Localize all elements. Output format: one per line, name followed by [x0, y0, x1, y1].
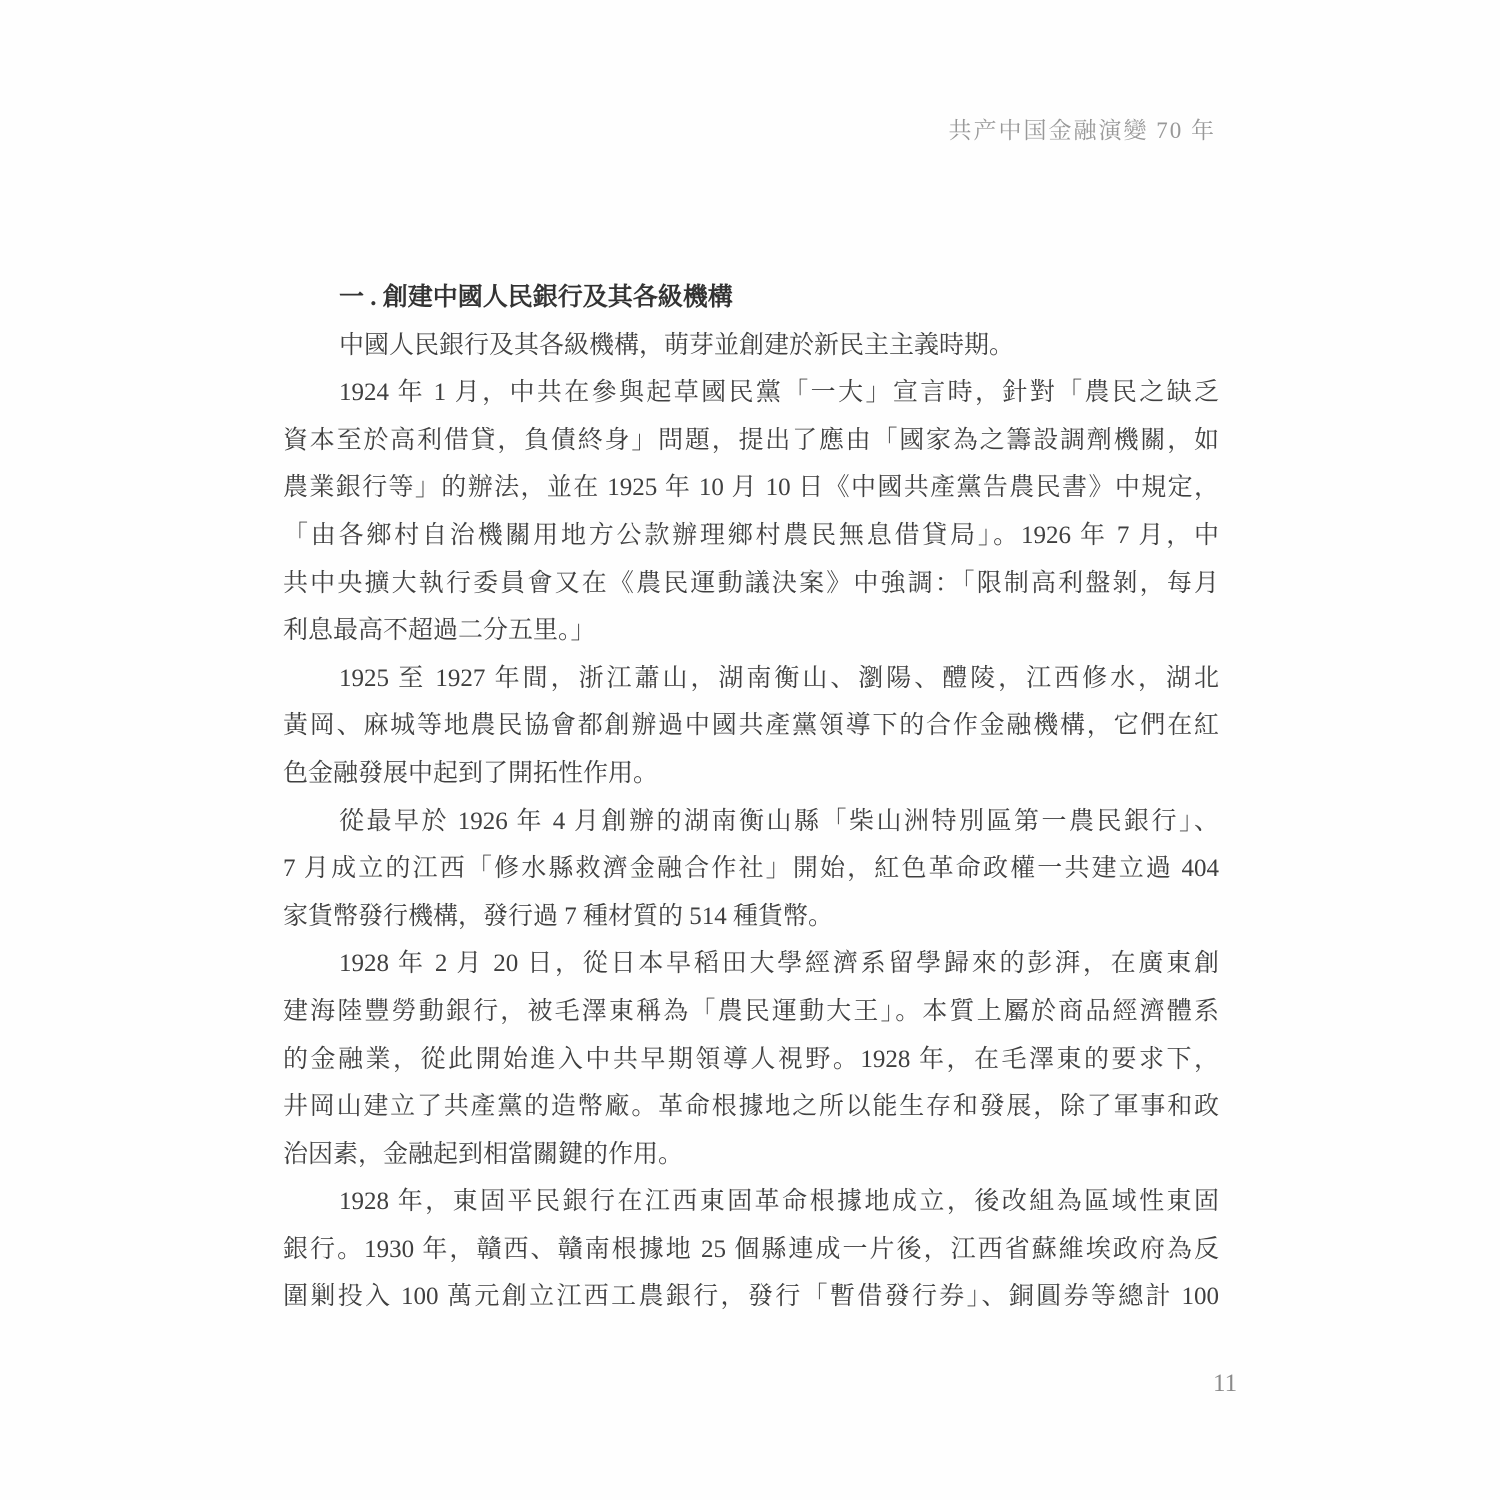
text-line: 共中央擴大執行委員會又在《農民運動議決案》中強調：「限制高利盤剝，每月	[283, 569, 1219, 597]
text-line: 治因素，金融起到相當關鍵的作用。	[283, 1140, 684, 1168]
text-line: 建海陸豐勞動銀行，被毛澤東稱為「農民運動大王」。本質上屬於商品經濟體系	[283, 997, 1219, 1025]
running-header: 共产中国金融演變 70 年	[948, 118, 1216, 143]
text-line: 資本至於高利借貸，負債終身」問題，提出了應由「國家為之籌設調劑機關，如	[283, 426, 1219, 454]
text-line: 1925 至 1927 年間，浙江蕭山，湖南衡山、瀏陽、醴陵，江西修水，湖北	[339, 664, 1219, 692]
text-line: 「由各鄉村自治機關用地方公款辦理鄉村農民無息借貸局」。1926 年 7 月，中	[283, 521, 1219, 549]
text-line: 1928 年 2 月 20 日，從日本早稻田大學經濟系留學歸來的彭湃，在廣東創	[339, 950, 1219, 978]
text-line: 圍剿投入 100 萬元創立江西工農銀行，發行「暫借發行券」、銅圓券等總計 100	[283, 1283, 1219, 1311]
text-line: 從最早於 1926 年 4 月創辦的湖南衡山縣「柴山洲特別區第一農民銀行」、	[339, 807, 1219, 835]
text-line: 1924 年 1 月，中共在參與起草國民黨「一大」宣言時，針對「農民之缺乏	[339, 379, 1219, 407]
text-line: 中國人民銀行及其各級機構，萌芽並創建於新民主主義時期。	[339, 331, 1015, 359]
page-number: 11	[1213, 1370, 1238, 1397]
text-line: 農業銀行等」的辦法，並在 1925 年 10 月 10 日《中國共產黨告農民書》中規定，	[283, 474, 1219, 502]
text-line: 黃岡、麻城等地農民協會都創辦過中國共產黨領導下的合作金融機構，它們在紅	[283, 712, 1219, 740]
text-line: 的金融業，從此開始進入中共早期領導人視野。1928 年，在毛澤東的要求下，	[283, 1045, 1219, 1073]
page-body	[283, 274, 1219, 1321]
text-line: 利息最高不超過二分五里。」	[283, 617, 596, 645]
text-line: 銀行。1930 年，贛西、贛南根據地 25 個縣連成一片後，江西省蘇維埃政府為反	[283, 1235, 1219, 1263]
text-line: 家貨幣發行機構，發行過 7 種材質的 514 種貨幣。	[283, 902, 834, 930]
text-line: 1928 年，東固平民銀行在江西東固革命根據地成立，後改組為區域性東固	[339, 1188, 1219, 1216]
section-heading: 一 . 創建中國人民銀行及其各級機構	[339, 284, 733, 311]
text-line: 井岡山建立了共產黨的造幣廠。革命根據地之所以能生存和發展，除了軍事和政	[283, 1093, 1219, 1121]
text-line: 色金融發展中起到了開拓性作用。	[283, 759, 659, 787]
text-line: 7 月成立的江西「修水縣救濟金融合作社」開始，紅色革命政權一共建立過 404	[283, 855, 1219, 883]
